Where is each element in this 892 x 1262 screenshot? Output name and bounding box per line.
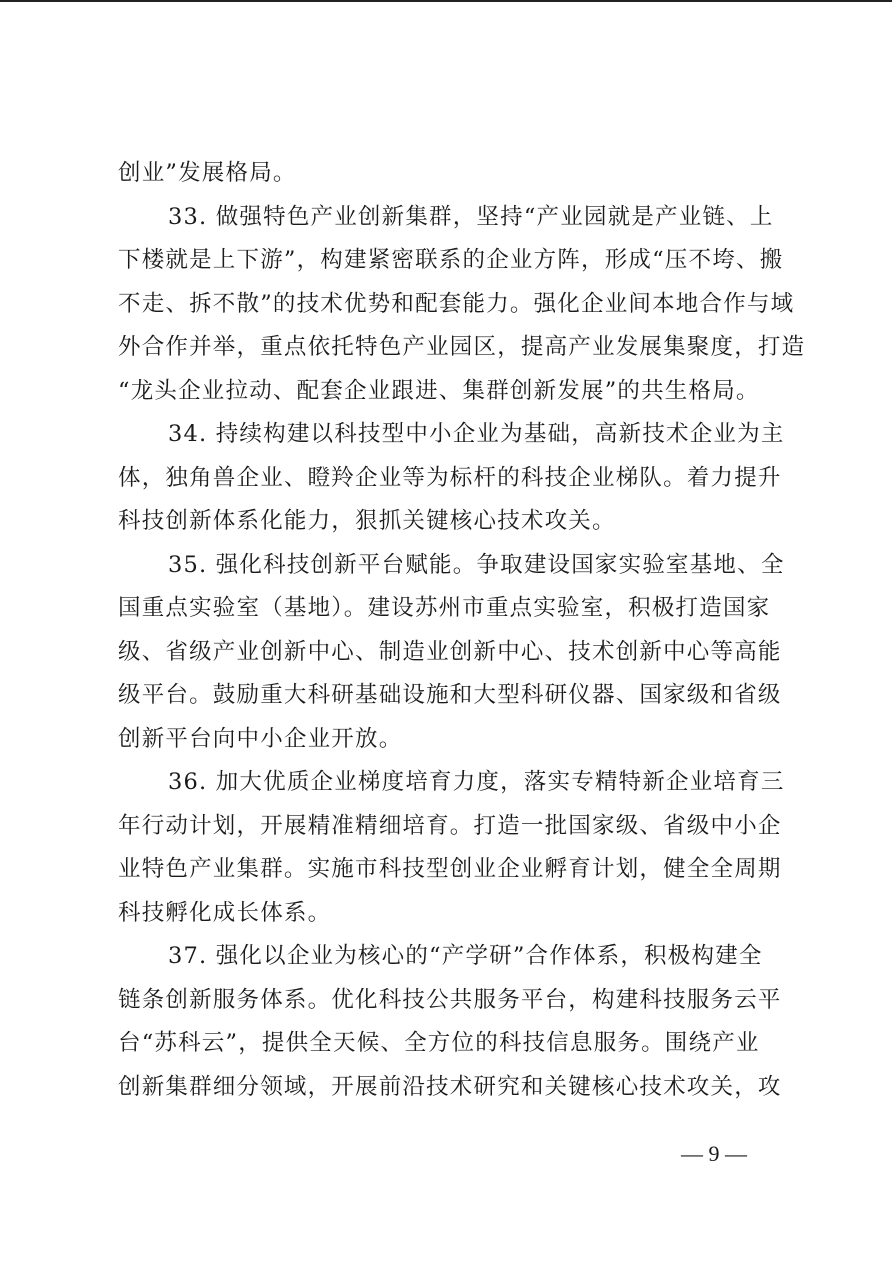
text-line: 35. 强化科技创新平台赋能。争取建设国家实验室基地、全 [168, 551, 785, 578]
text-line: 国重点实验室（基地）。建设苏州市重点实验室，积极打造国家 [118, 595, 771, 621]
document-body [118, 152, 806, 1109]
text-line: 37. 强化以企业为核心的“产学研”合作体系，积极构建全 [168, 943, 763, 969]
text-line: 科技孵化成长体系。 [118, 899, 332, 926]
text-line: 创新集群细分领域，开展前沿技术研究和关键核心技术攻关，攻 [118, 1073, 782, 1100]
text-line: 级平台。鼓励重大科研基础设施和大型科研仪器、国家级和省级 [118, 682, 782, 708]
text-line: 下楼就是上下游”，构建紧密联系的企业方阵，形成“压不垮、搬 [118, 247, 784, 273]
text-line: 业特色产业集群。实施市科技型创业企业孵育计划，健全全周期 [118, 856, 782, 882]
text-line: “龙头企业拉动、配套企业跟进、集群创新发展”的共生格局。 [118, 377, 760, 404]
text-line: 科技创新体系化能力，狠抓关键核心技术攻关。 [118, 508, 616, 534]
text-line: 体，独角兽企业、瞪羚企业等为标杆的科技企业梯队。着力提升 [118, 464, 782, 491]
text-line: 创业”发展格局。 [118, 160, 297, 186]
text-line: 创新平台向中小企业开放。 [118, 725, 403, 752]
text-line: 33. 做强特色产业创新集群，坚持“产业园就是产业链、上 [168, 203, 774, 230]
text-line: 台“苏科云”，提供全天候、全方位的科技信息服务。围绕产业 [118, 1030, 760, 1056]
top-border-rule [0, 0, 892, 2]
text-line: 不走、拆不散”的技术优势和配套能力。强化企业间本地合作与域 [118, 290, 795, 317]
page-number: — 9 — [681, 1141, 747, 1166]
text-line: 链条创新服务体系。优化科技公共服务平台，构建科技服务云平 [118, 986, 782, 1013]
text-line: 36. 加大优质企业梯度培育力度，落实专精特新企业培育三 [168, 769, 785, 795]
text-line: 外合作并举，重点依托特色产业园区，提高产业发展集聚度，打造 [118, 334, 806, 360]
text-line: 年行动计划，开展精准精细培育。打造一批国家级、省级中小企 [118, 812, 782, 839]
text-line: 34. 持续构建以科技型中小企业为基础，高新技术企业为主 [168, 421, 785, 447]
text-line: 级、省级产业创新中心、制造业创新中心、技术创新中心等高能 [118, 638, 782, 665]
